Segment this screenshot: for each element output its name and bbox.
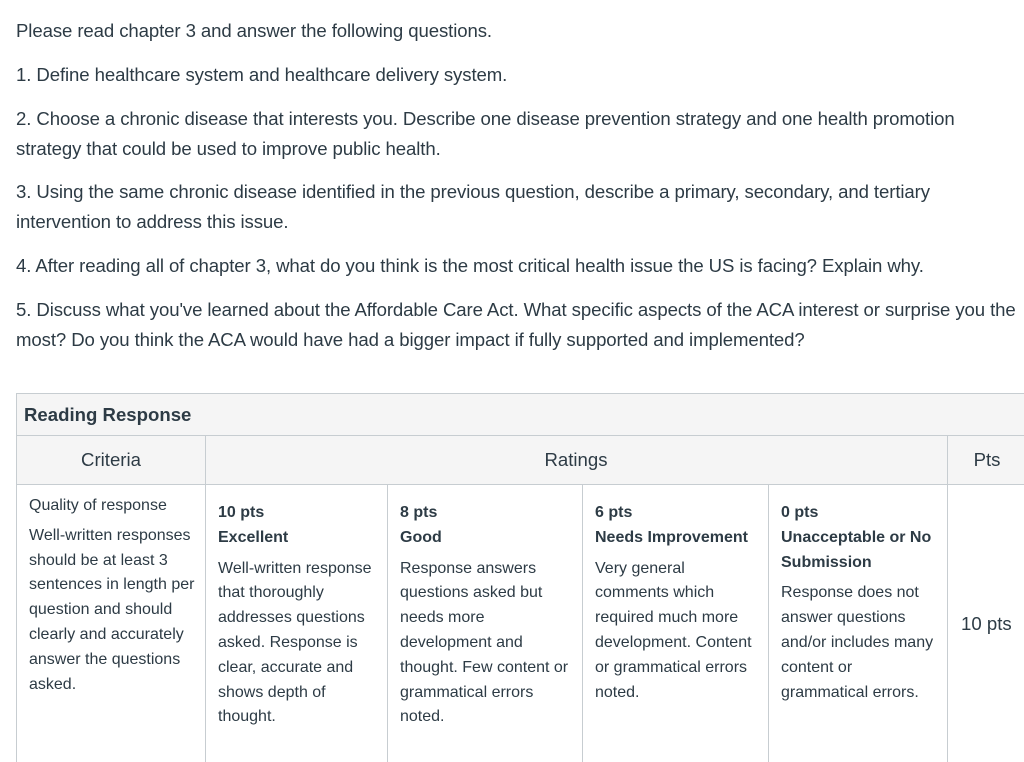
intro-text: Please read chapter 3 and answer the following questions. [16, 20, 492, 41]
rating-description: Well-written response that thoroughly addresses questions asked. Response is clear, accurate and shows depth of thought. [218, 559, 372, 726]
question-5: 5. Discuss what you've learned about the Affordable Care Act. What specific aspects of the ACA interest or surprise you the most? Do you think the ACA would have had a bigger impact if fully supported and implemented? [16, 299, 1016, 350]
rating-name: Unacceptable or No Submission [781, 528, 932, 571]
criterion-description: Well-written responses should be at least 3 sentences in length per question and should clearly and accurately answer the questions asked. [29, 526, 195, 693]
rating-name: Excellent [218, 528, 289, 546]
divider-rating-1 [387, 485, 388, 762]
question-4: 4. After reading all of chapter 3, what do you think is the most critical health issue the US is facing? Explain why. [16, 255, 924, 276]
rating-description: Response answers questions asked but needs more development and thought. Few content or grammatical errors noted. [400, 559, 569, 726]
criteria-header: Criteria [81, 449, 141, 470]
divider-criteria [205, 436, 206, 762]
question-1: 1. Define healthcare system and healthcare delivery system. [16, 64, 508, 85]
rating-needs-improvement [595, 501, 760, 705]
rubric-header-row [17, 436, 1024, 485]
rating-points: 10 pts [218, 504, 265, 521]
divider-pts [947, 436, 948, 762]
rating-description: Response does not answer questions and/or includes many content or grammatical errors. [781, 584, 934, 701]
rating-points: 6 pts [595, 504, 633, 521]
rating-description: Very general comments which required much more development. Content or grammatical errors noted. [595, 559, 752, 701]
rating-points: 0 pts [781, 504, 819, 521]
criterion-points: 10 pts [961, 613, 1012, 634]
criterion-cell [29, 494, 201, 697]
criterion-name: Quality of response [29, 497, 167, 514]
ratings-header: Ratings [544, 449, 608, 470]
rating-points: 8 pts [400, 504, 438, 521]
rubric-title: Reading Response [24, 404, 192, 425]
rating-name: Needs Improvement [595, 528, 748, 546]
rating-unacceptable [781, 501, 941, 705]
rating-excellent [218, 501, 378, 730]
divider-rating-3 [768, 485, 769, 762]
rubric-table [16, 393, 1024, 762]
rubric-title-bar [17, 394, 1024, 436]
question-3: 3. Using the same chronic disease identified in the previous question, describe a primary, secondary, and tertiary intervention to address this issue. [16, 181, 930, 232]
question-2: 2. Choose a chronic disease that interests you. Describe one disease prevention strategy and one health promotion strategy that could be used to improve public health. [16, 108, 955, 159]
rating-name: Good [400, 528, 442, 546]
divider-rating-2 [582, 485, 583, 762]
rating-good [400, 501, 570, 730]
pts-header: Pts [973, 449, 1001, 470]
